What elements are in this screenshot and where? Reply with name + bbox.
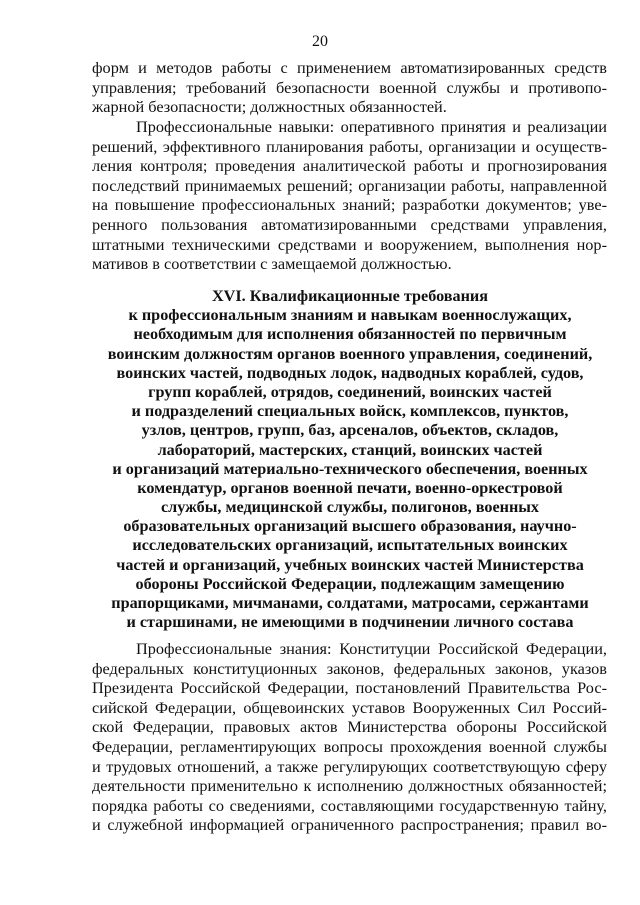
paragraph-professional-skills [92,117,607,274]
heading-line: прапорщиками, мичманами, солдатами, матросами, сержантами [111,594,589,612]
heading-line: службы, медицинской службы, полигонов, военных [160,498,540,517]
heading-line: к профессиональным знаниям и навыкам военнослужащих, [128,306,572,325]
text-line: и трудовых отношений, а также регулирующих соответствующую сферу [92,756,607,776]
heading-line: групп кораблей, отрядов, соединений, воинских частей [148,382,552,401]
heading-line: необходимым для исполнения обязанностей по первичным [133,325,567,344]
text-line: решений, эффективного планирования работы, организации и осуществ- [92,136,607,156]
text-line: Профессиональные навыки: оперативного принятия и реализации [136,117,607,136]
heading-line: лабораторий, мастерских, станций, воинских частей [157,440,543,459]
text-line: Федерации, регламентирующих вопросы прохождения военной службы [92,736,607,756]
text-line: управления; требований безопасности военной службы и противопо- [92,77,607,97]
heading-line: воинских частей, подводных лодок, надводных кораблей, судов, [116,363,584,382]
page-number: 20 [312,33,328,50]
text-line: ской Федерации, правовых актов Министерства обороны Российской [92,717,607,737]
heading-line: комендатур, органов военной печати, военно-оркестровой [137,478,563,497]
text-line: форм и методов работы с применением автоматизированных средств [92,58,607,77]
text-line: сийской Федерации, общевоинских уставов Вооруженных Сил Россий- [92,697,607,717]
heading-line: образовательных организаций высшего образования, научно- [123,517,577,536]
text-line: Профессиональные знания: Конституции Российской Федерации, [136,639,607,658]
text-line: мативов в соответствии с замещаемой должностью. [92,254,452,274]
text-line: деятельности применительно к исполнению должностных обязанностей; [92,776,607,796]
heading-line: и подразделений специальных войск, комплексов, пунктов, [131,402,569,421]
text-line: ренного пользования автоматизированными средствами управления, [92,214,607,234]
text-line: последствий принимаемых решений; организации работы, направленной [92,175,607,195]
heading-line: частей и организаций, учебных воинских частей Министерства [116,555,584,574]
text-line: на повышение профессиональных знаний; разработки документов; уве- [92,195,607,215]
heading-line: исследовательских организаций, испытательных воинских [132,536,568,555]
text-line: федеральных конституционных законов, федеральных законов, указов [92,658,607,678]
heading-line: воинским должностям органов военного управления, соединений, [107,344,593,363]
text-line: жарной безопасности; должностных обязанностей. [92,97,447,117]
paragraph-continuation [92,58,607,117]
text-line: Президента Российской Федерации, постановлений Правительства Рос- [92,678,607,698]
text-line: ления контроля; проведения аналитической работы и прогнозирования [92,156,607,176]
text-line: и служебной информацией ограниченного распространения; правил во- [92,815,607,835]
section-heading [80,287,620,632]
text-line: порядка работы со сведениями, составляющими государственную тайну, [92,795,607,815]
heading-line: и старшинами, не имеющими в подчинении личного состава [126,613,574,632]
heading-line: узлов, центров, групп, баз, арсеналов, объектов, складов, [141,421,559,440]
text-line: штатными техническими средствами и вооружением, выполнения нор- [92,234,607,254]
heading-line: и организаций материально-технического обеспечения, военных [112,459,588,478]
paragraph-professional-knowledge [92,639,607,835]
section-title: XVI. Квалификационные требования [211,287,489,305]
heading-line: обороны Российской Федерации, подлежащим замещению [135,574,565,593]
